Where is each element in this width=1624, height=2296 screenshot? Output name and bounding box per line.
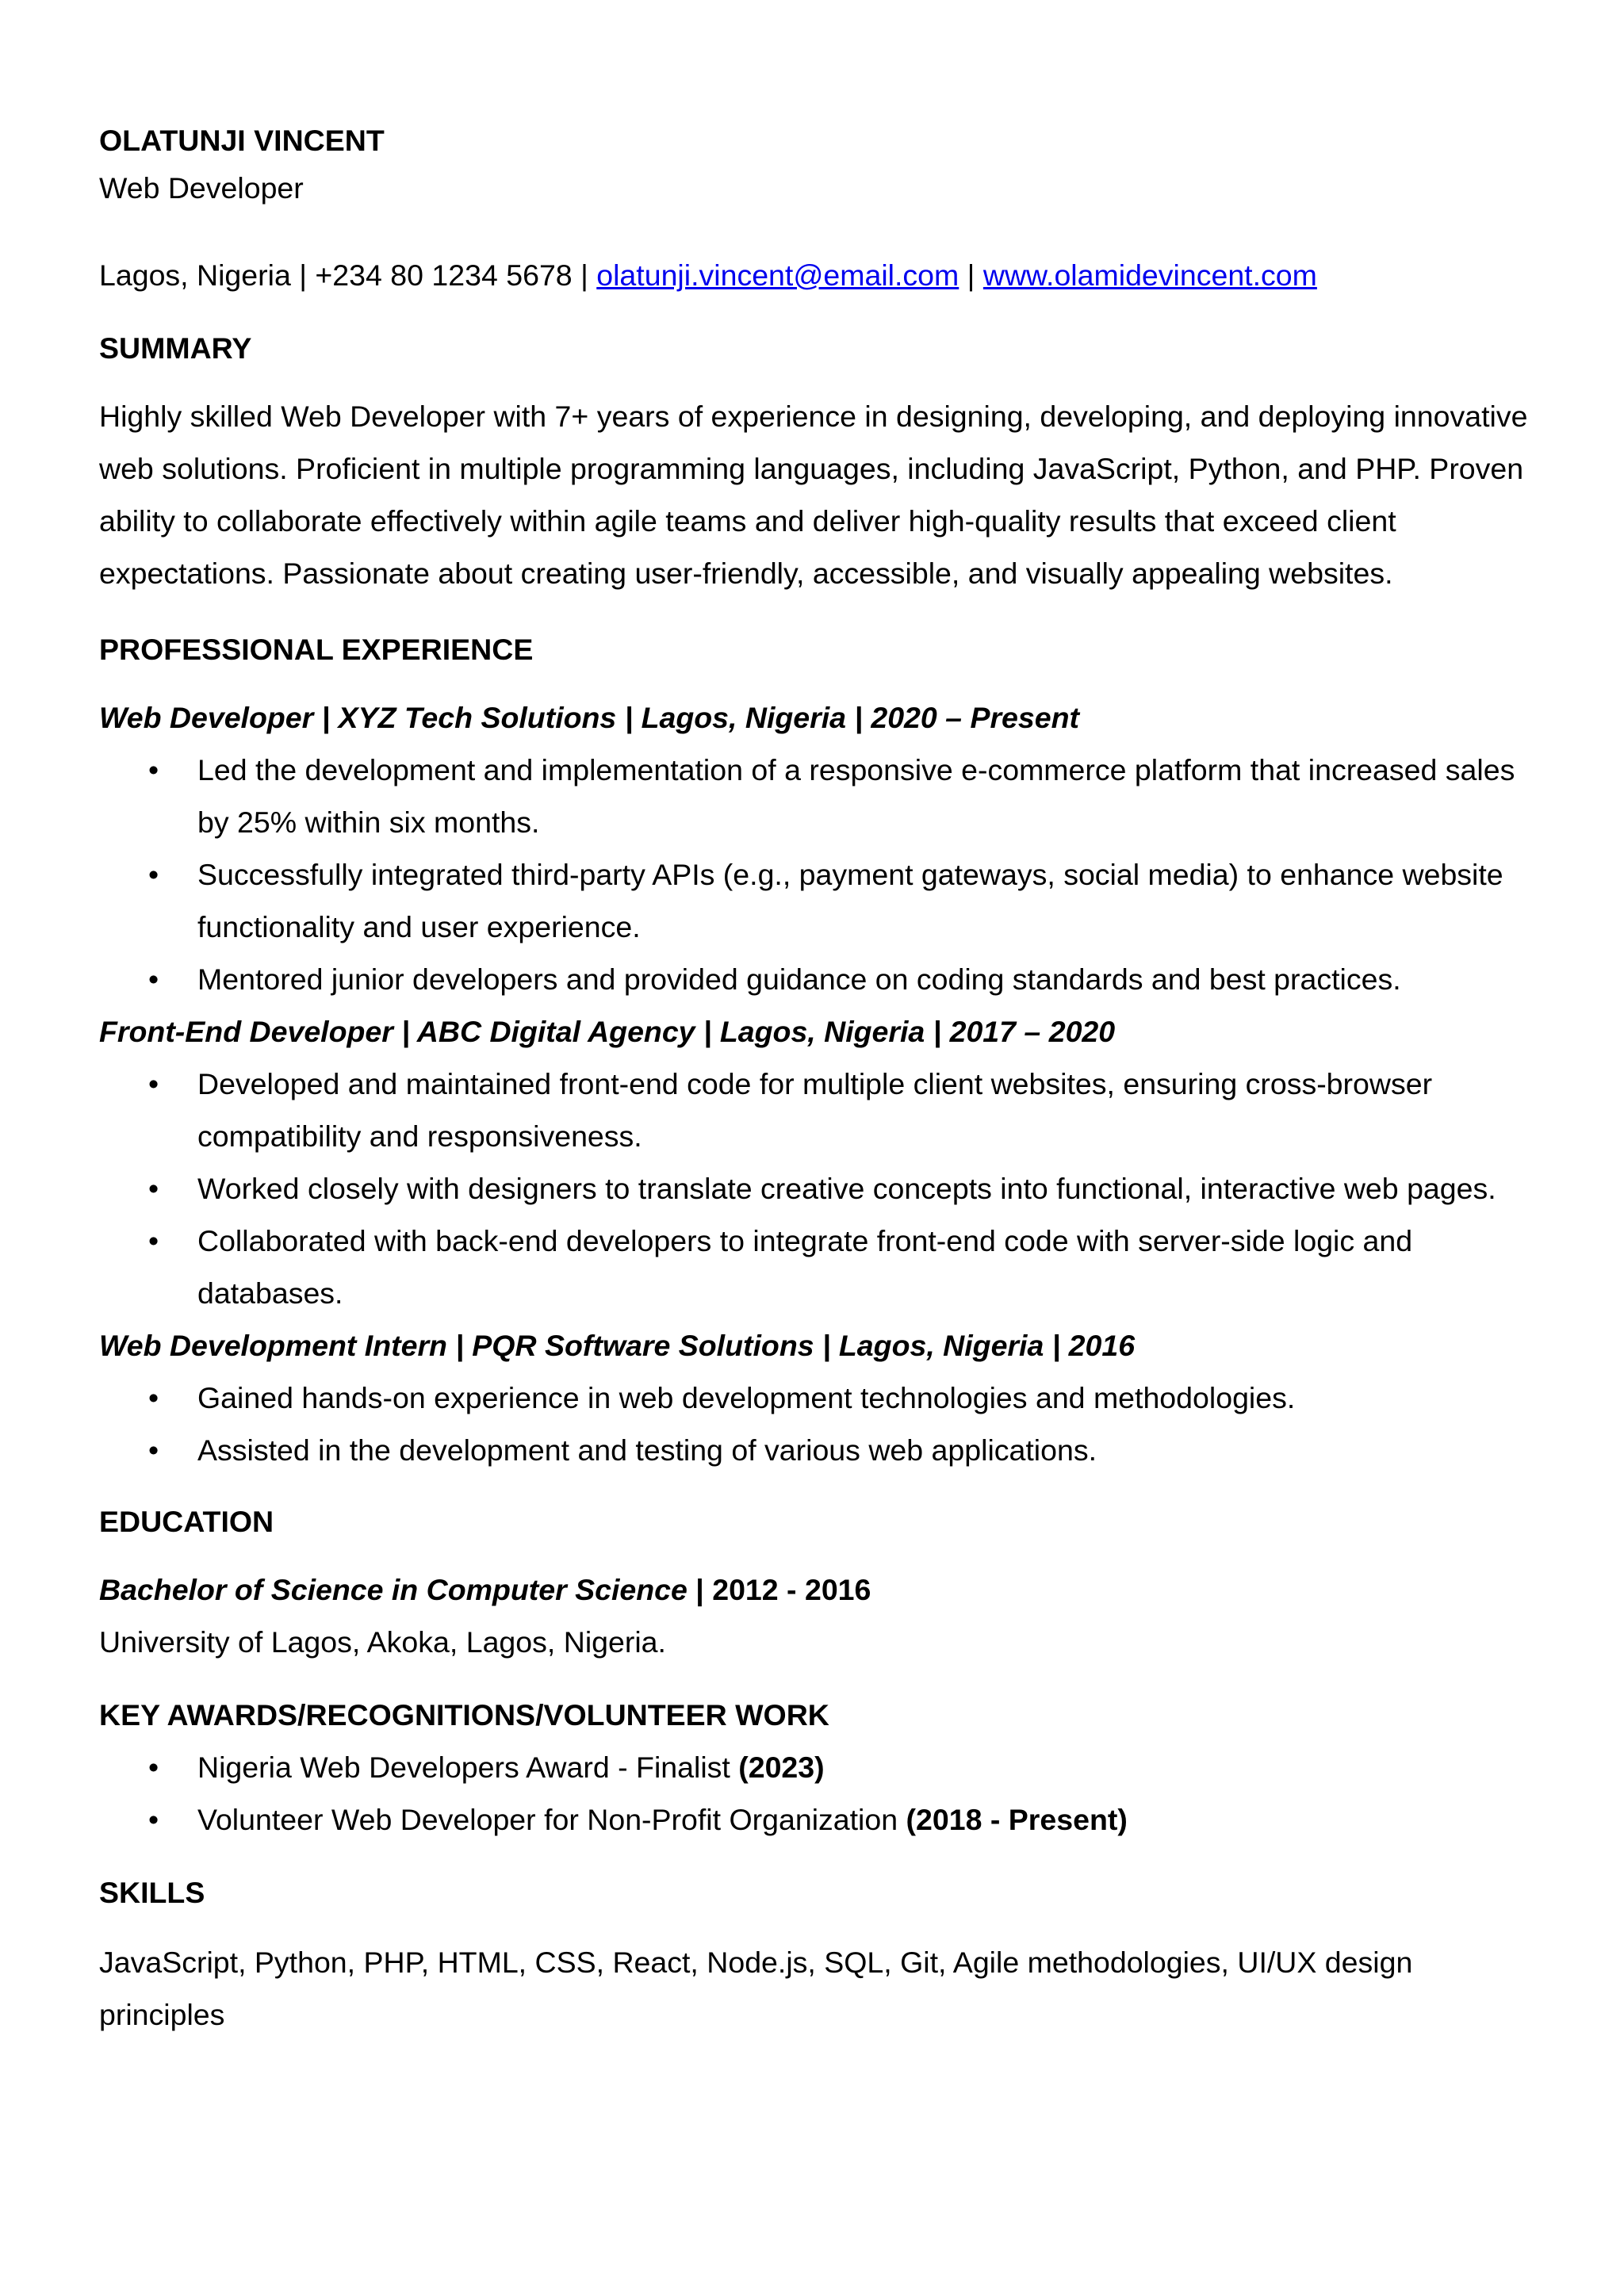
job-bullets-abc	[99, 1058, 1542, 1319]
education-heading: EDUCATION	[99, 1505, 274, 1538]
bullet-icon: •	[148, 753, 159, 786]
skills-heading: SKILLS	[99, 1876, 205, 1909]
contact-separator: |	[959, 258, 983, 292]
list-item	[99, 1215, 1542, 1319]
list-item	[99, 1058, 1542, 1162]
list-item	[99, 1424, 1542, 1476]
bullet-text: Developed and maintained front-end code for multiple client websites, ensuring cross-browser compatibility and responsiveness.	[197, 1067, 1433, 1153]
resume-page	[99, 119, 1542, 2041]
bullet-text: Successfully integrated third-party APIs (e.g., payment gateways, social media) to enhance website functionality and user experience.	[197, 858, 1503, 943]
bullet-text: Collaborated with back-end developers to integrate front-end code with server-side logic and databases.	[197, 1224, 1413, 1310]
education-degree-line	[99, 1563, 1542, 1616]
bullet-icon: •	[148, 1751, 159, 1784]
contact-line	[99, 249, 1542, 301]
list-item	[99, 1162, 1542, 1215]
bullet-icon: •	[148, 1803, 159, 1836]
award-text: Volunteer Web Developer for Non-Profit Organization	[197, 1803, 906, 1836]
award-year: (2018 - Present)	[906, 1803, 1128, 1836]
skills-text: JavaScript, Python, PHP, HTML, CSS, React, Node.js, SQL, Git, Agile methodologies, UI/UX design principles	[99, 1946, 1413, 2031]
candidate-role: Web Developer	[99, 171, 304, 205]
education-school: University of Lagos, Akoka, Lagos, Nigeria.	[99, 1625, 666, 1659]
awards-list	[99, 1741, 1542, 1846]
bullet-icon: •	[148, 1172, 159, 1205]
bullet-icon: •	[148, 1381, 159, 1414]
bullet-text: Led the development and implementation of a responsive e-commerce platform that increased sales by 25% within six months.	[197, 753, 1515, 839]
list-item	[99, 1793, 1542, 1846]
bullet-icon: •	[148, 1433, 159, 1467]
bullet-icon: •	[148, 962, 159, 996]
list-item	[99, 1741, 1542, 1793]
job-heading-abc: Front-End Developer | ABC Digital Agency | Lagos, Nigeria | 2017 – 2020	[99, 1015, 1116, 1048]
job-bullets-xyz	[99, 744, 1542, 1005]
degree-name: Bachelor of Science in Computer Science	[99, 1573, 688, 1606]
website-link[interactable]: www.olamidevincent.com	[982, 258, 1317, 292]
degree-years: | 2012 - 2016	[687, 1573, 871, 1606]
experience-heading: PROFESSIONAL EXPERIENCE	[99, 633, 534, 666]
summary-text: Highly skilled Web Developer with 7+ years of experience in designing, developing, and deploying innovative web solutions. Proficient in multiple programming languages, including JavaScript, Python, and PHP. Proven ability to collaborate effectively within agile teams and deliver high-quality results that exceed client expectations. Passionate about creating user-friendly, accessible, and visually appealing websites.	[99, 400, 1528, 590]
award-year: (2023)	[738, 1751, 825, 1784]
bullet-text: Worked closely with designers to translate creative concepts into functional, interactive web pages.	[197, 1172, 1496, 1205]
job-heading-xyz: Web Developer | XYZ Tech Solutions | Lagos, Nigeria | 2020 – Present	[99, 701, 1080, 734]
candidate-name: OLATUNJI VINCENT	[99, 124, 385, 157]
list-item	[99, 1372, 1542, 1424]
list-item	[99, 953, 1542, 1005]
summary-heading: SUMMARY	[99, 331, 252, 365]
bullet-text: Mentored junior developers and provided guidance on coding standards and best practices.	[197, 962, 1401, 996]
bullet-icon: •	[148, 1224, 159, 1257]
award-text: Nigeria Web Developers Award - Finalist	[197, 1751, 739, 1784]
email-link[interactable]: olatunji.vincent@email.com	[596, 258, 959, 292]
bullet-text: Assisted in the development and testing of various web applications.	[197, 1433, 1097, 1467]
job-bullets-pqr	[99, 1372, 1542, 1476]
list-item	[99, 848, 1542, 953]
job-heading-pqr: Web Development Intern | PQR Software Solutions | Lagos, Nigeria | 2016	[99, 1329, 1136, 1362]
bullet-icon: •	[148, 1067, 159, 1100]
location-phone: Lagos, Nigeria | +234 80 1234 5678 |	[99, 258, 597, 292]
list-item	[99, 744, 1542, 848]
bullet-text: Gained hands-on experience in web development technologies and methodologies.	[197, 1381, 1296, 1414]
awards-heading: KEY AWARDS/RECOGNITIONS/VOLUNTEER WORK	[99, 1698, 829, 1732]
bullet-icon: •	[148, 858, 159, 891]
